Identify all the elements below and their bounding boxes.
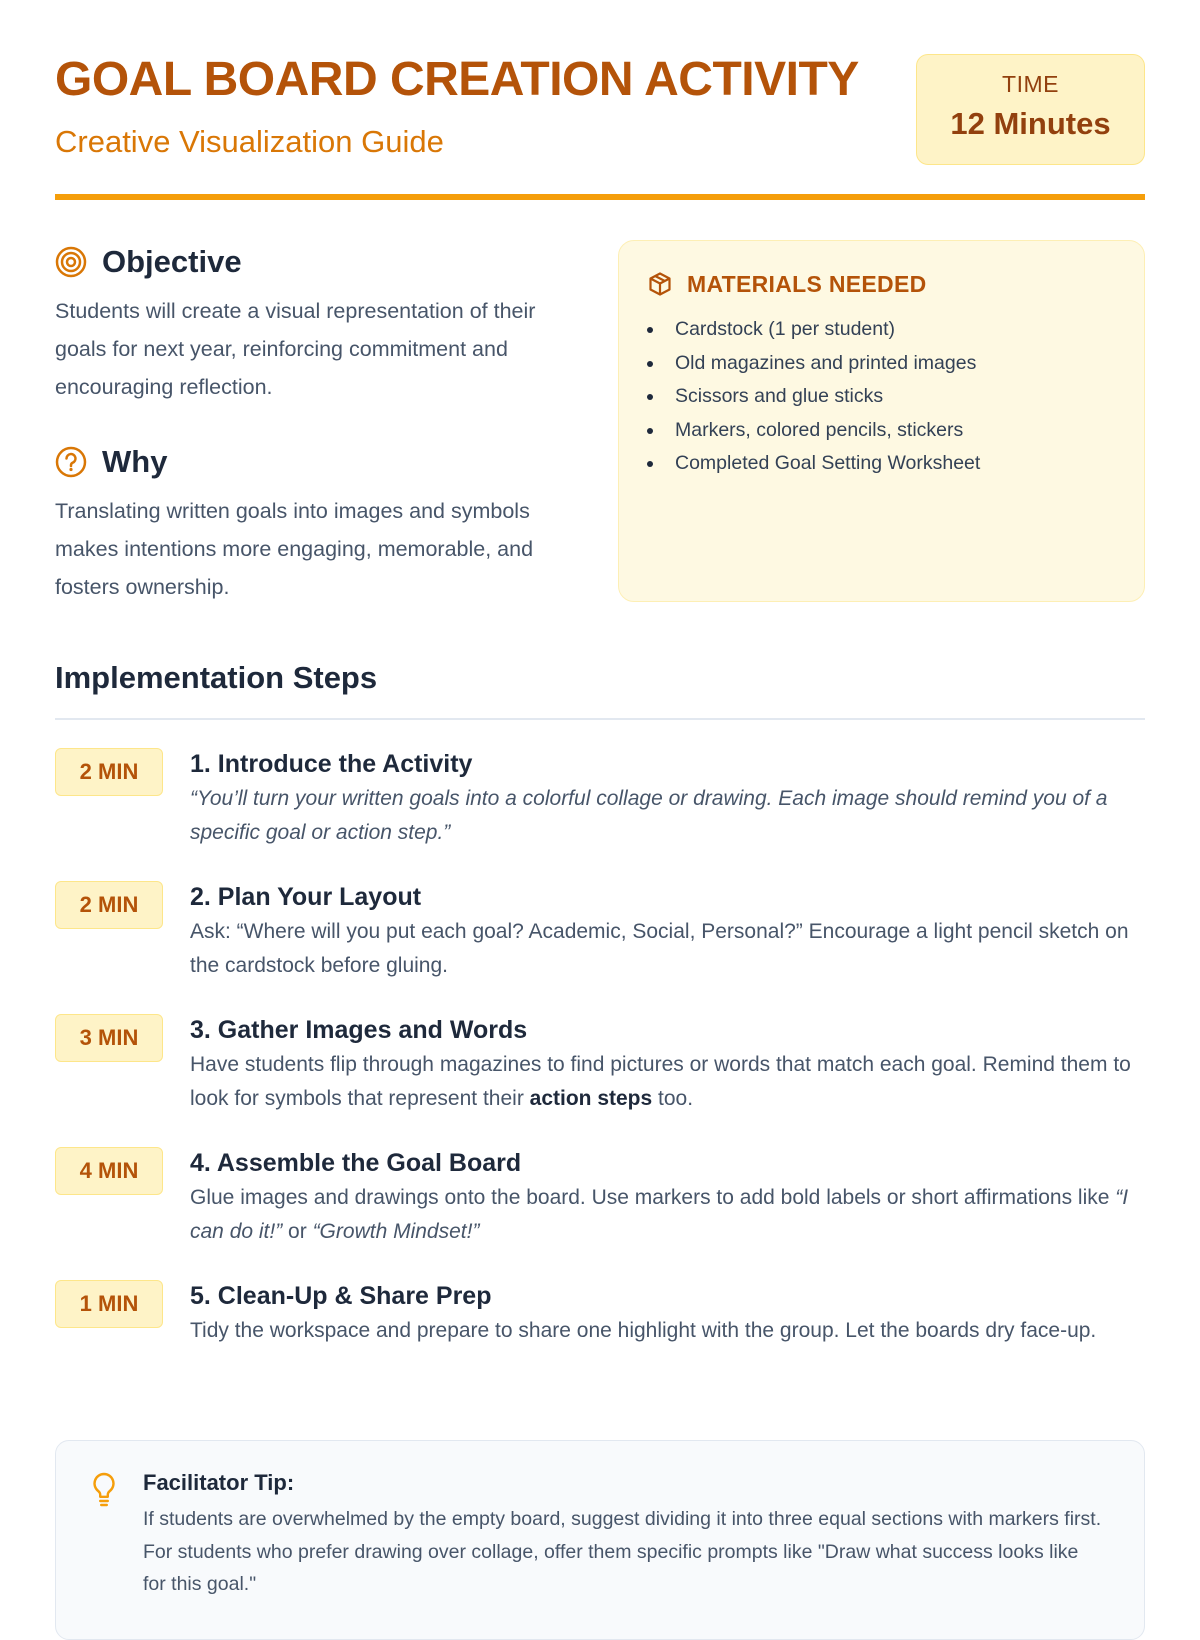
objective-text: Students will create a visual representation of their goals for next year, reinforcing commitment and encouraging reflection.	[55, 299, 536, 399]
materials-item: Completed Goal Setting Worksheet	[647, 447, 1118, 481]
step-item	[55, 1278, 1145, 1411]
step-item	[55, 1012, 1145, 1145]
box-icon	[647, 271, 673, 297]
objective-heading-row	[55, 242, 585, 282]
why-heading-row	[55, 442, 585, 482]
steps-list	[55, 746, 1145, 1411]
steps-heading: Implementation Steps	[55, 660, 378, 695]
materials-item: Markers, colored pencils, stickers	[647, 414, 1118, 448]
step-title: 1. Introduce the Activity	[190, 750, 473, 778]
page-title: GOAL BOARD CREATION ACTIVITY	[55, 53, 859, 106]
question-circle-icon	[55, 446, 87, 478]
step-description	[190, 1048, 1145, 1115]
why-text: Translating written goals into images and symbols makes intentions more engaging, memorable, and fosters ownership.	[55, 499, 534, 599]
overview-section	[55, 200, 1145, 620]
step-desc-text: Glue images and drawings onto the board. Use markers to add bold labels or short affirmations like	[190, 1186, 1116, 1209]
step-title: 4. Assemble the Goal Board	[190, 1149, 522, 1177]
step-desc-text: too.	[652, 1086, 694, 1110]
why-heading: Why	[102, 444, 168, 479]
step-item	[55, 1145, 1145, 1278]
step-desc-text: or	[282, 1219, 313, 1243]
lightbulb-icon	[90, 1471, 118, 1509]
duration-badge: 2 MIN	[55, 881, 163, 929]
step-description: Tidy the workspace and prepare to share one highlight with the group. Let the boards dry face-up.	[190, 1319, 1097, 1342]
materials-item: Cardstock (1 per student)	[647, 313, 1118, 347]
materials-item: Scissors and glue sticks	[647, 380, 1118, 414]
objective-heading: Objective	[102, 244, 242, 279]
step-desc-italic: “I can do it!”	[190, 1186, 1129, 1243]
duration-badge: 4 MIN	[55, 1147, 163, 1195]
step-title: 5. Clean-Up & Share Prep	[190, 1282, 492, 1310]
page-subtitle: Creative Visualization Guide	[55, 124, 444, 159]
steps-divider	[55, 718, 1145, 720]
materials-card	[618, 240, 1145, 602]
step-description: “You’ll turn your written goals into a colorful collage or drawing. Each image should remind you of a specific goal or action step.”	[190, 787, 1108, 844]
objective-why-column	[55, 242, 585, 606]
target-icon	[55, 246, 87, 278]
duration-badge: 3 MIN	[55, 1014, 163, 1062]
time-label: TIME	[1002, 71, 1059, 97]
materials-item: Old magazines and printed images	[647, 347, 1118, 381]
step-desc-bold: action steps	[529, 1086, 653, 1110]
why-block	[55, 442, 585, 606]
step-description: Ask: “Where will you put each goal? Academic, Social, Personal?” Encourage a light pencil sketch on the cardstock before gluing.	[190, 920, 1129, 977]
time-value: 12 Minutes	[950, 106, 1111, 141]
materials-heading-row	[647, 267, 1118, 301]
step-title: 2. Plan Your Layout	[190, 883, 422, 911]
header	[55, 0, 1145, 200]
materials-list	[647, 313, 1118, 481]
duration-badge: 1 MIN	[55, 1280, 163, 1328]
step-title: 3. Gather Images and Words	[190, 1016, 528, 1044]
facilitator-tip-card	[55, 1440, 1145, 1640]
tip-text: If students are overwhelmed by the empty board, suggest dividing it into three equal sections with markers first. For students who prefer drawing over collage, offer them specific prompts like "Draw what success looks like for this goal."	[143, 1508, 1102, 1595]
step-desc-text: Have students flip through magazines to find pictures or words that match each goal. Remind them to look for symbols that represent their	[190, 1053, 1131, 1110]
step-item	[55, 879, 1145, 1012]
time-box	[916, 54, 1145, 165]
duration-badge: 2 MIN	[55, 748, 163, 796]
materials-heading: MATERIALS NEEDED	[687, 270, 927, 297]
step-description	[190, 1181, 1145, 1248]
step-item	[55, 746, 1145, 879]
step-desc-italic: “Growth Mindset!”	[312, 1219, 480, 1243]
tip-title: Facilitator Tip:	[143, 1470, 295, 1495]
